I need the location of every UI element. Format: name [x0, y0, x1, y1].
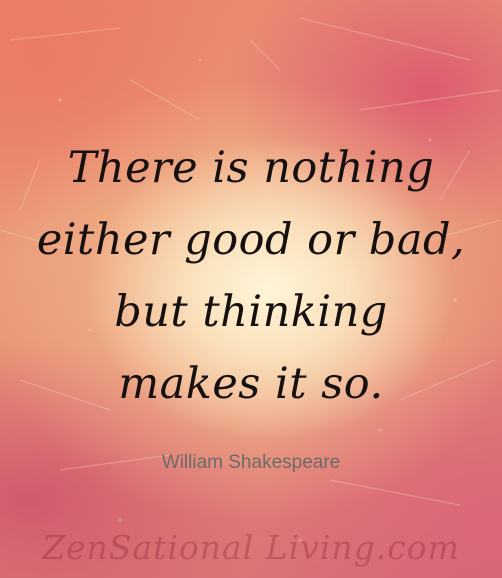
site-watermark: ZenSational Living.com — [42, 528, 460, 567]
quote-line-3: but thinking — [114, 287, 388, 337]
quote-text — [0, 132, 502, 420]
quote-line-4: makes it so. — [118, 359, 384, 409]
quote-line-1: There is nothing — [67, 143, 435, 193]
quote-line-2: either good or bad, — [36, 215, 466, 265]
quote-author: William Shakespeare — [161, 452, 341, 473]
